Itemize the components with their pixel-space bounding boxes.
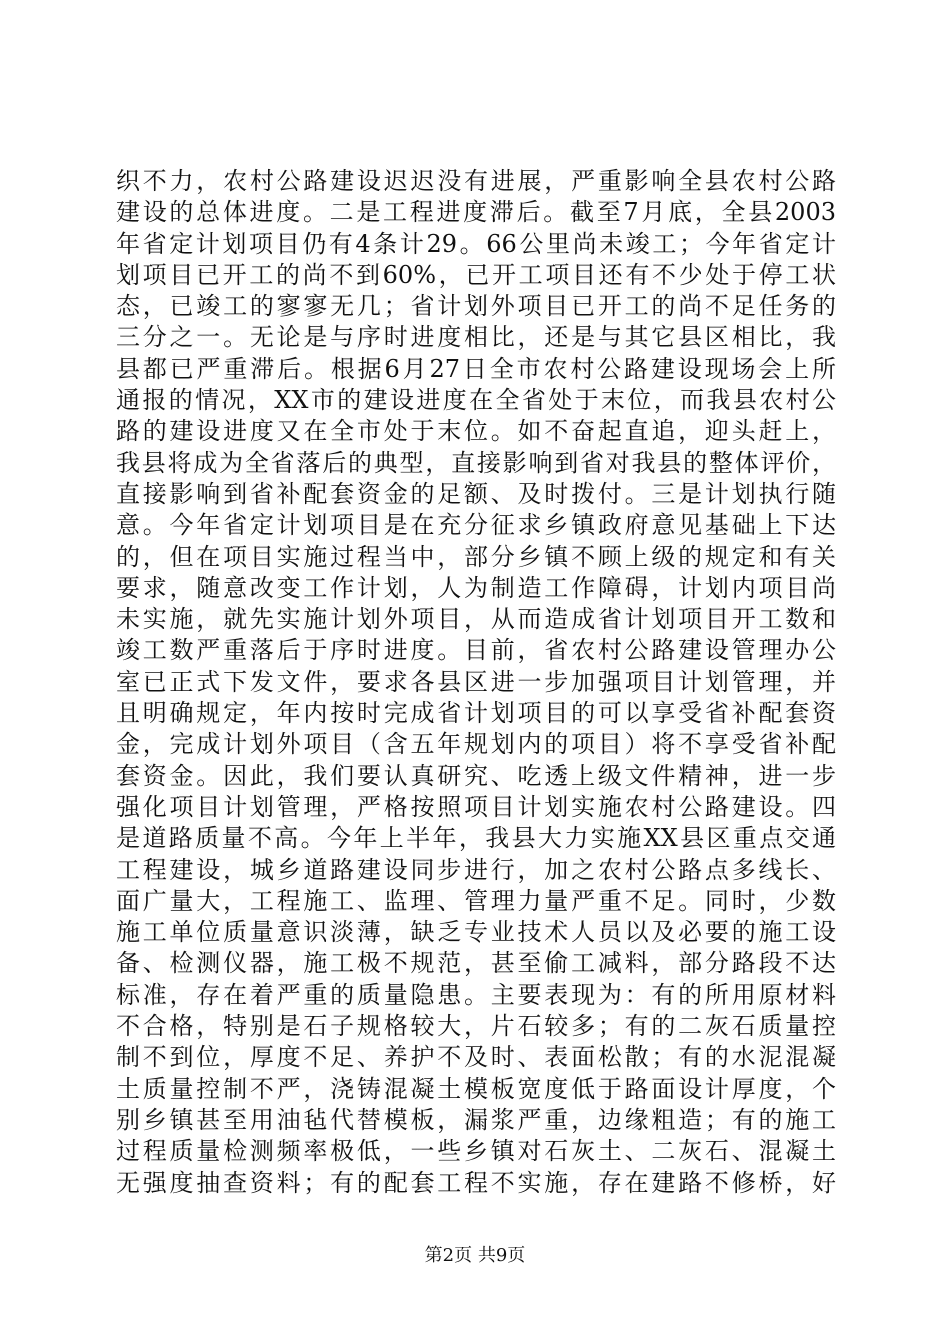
text-line: 别乡镇甚至用油毡代替模板，漏浆严重，边缘粗造；有的施工 [116,1105,836,1134]
text-line: 态，已竣工的寥寥无几；省计划外项目已开工的尚不足任务的 [116,292,836,321]
text-line: 建设的总体进度。二是工程进度滞后。截至7月底，全县2003 [116,198,836,227]
text-line: 备、检测仪器，施工极不规范，甚至偷工减料，部分路段不达 [116,949,836,978]
text-line: 套资金。因此，我们要认真研究、吃透上级文件精神，进一步 [116,761,836,790]
text-line: 土质量控制不严，浇铸混凝土模板宽度低于路面设计厚度，个 [116,1074,836,1103]
text-line: 要求，随意改变工作计划，人为制造工作障碍，计划内项目尚 [116,573,836,602]
text-line: 是道路质量不高。今年上半年，我县大力实施XX县区重点交通 [116,824,836,853]
text-line: 意。今年省定计划项目是在充分征求乡镇政府意见基础上下达 [116,511,836,540]
page-number-label: 第2页 共9页 [424,1245,526,1266]
text-line: 制不到位，厚度不足、养护不及时、表面松散；有的水泥混凝 [116,1043,836,1072]
text-line: 金，完成计划外项目（含五年规划内的项目）将不享受省补配 [116,730,836,759]
text-line: 直接影响到省补配套资金的足额、及时拨付。三是计划执行随 [116,479,836,508]
text-line: 工程建设，城乡道路建设同步进行，加之农村公路点多线长、 [116,855,836,884]
text-line: 通报的情况，XX市的建设进度在全省处于末位，而我县农村公 [116,386,836,415]
text-line: 县都已严重滞后。根据6月27日全市农村公路建设现场会上所 [116,354,836,383]
text-line: 竣工数严重落后于序时进度。目前，省农村公路建设管理办公 [116,636,836,665]
page-footer [0,1244,950,1268]
text-line: 路的建设进度又在全市处于末位。如不奋起直追，迎头赶上， [116,417,836,446]
text-line: 不合格，特别是石子规格较大，片石较多；有的二灰石质量控 [116,1012,836,1041]
text-line: 施工单位质量意识淡薄，缺乏专业技术人员以及必要的施工设 [116,918,836,947]
text-line: 划项目已开工的尚不到60%，已开工项目还有不少处于停工状 [116,260,836,289]
text-line: 且明确规定，年内按时完成省计划项目的可以享受省补配套资 [116,699,836,728]
text-line: 无强度抽查资料；有的配套工程不实施，存在建路不修桥，好 [116,1168,836,1197]
text-line: 织不力，农村公路建设迟迟没有进展，严重影响全县农村公路 [116,167,836,195]
text-line: 强化项目计划管理，严格按照项目计划实施农村公路建设。四 [116,792,836,821]
text-line: 我县将成为全省落后的典型，直接影响到省对我县的整体评价， [116,448,836,477]
text-line: 过程质量检测频率极低，一些乡镇对石灰土、二灰石、混凝土 [116,1137,836,1166]
text-line: 面广量大，工程施工、监理、管理力量严重不足。同时，少数 [116,886,836,915]
text-line: 未实施，就先实施计划外项目，从而造成省计划项目开工数和 [116,605,836,634]
body-paragraph [116,166,836,1199]
text-line: 年省定计划项目仍有4条计29。66公里尚未竣工；今年省定计 [116,229,836,258]
text-line: 三分之一。无论是与序时进度相比，还是与其它县区相比，我 [116,323,836,352]
text-line: 标准，存在着严重的质量隐患。主要表现为：有的所用原材料 [116,980,836,1009]
text-line: 的，但在项目实施过程当中，部分乡镇不顾上级的规定和有关 [116,542,836,571]
text-line: 室已正式下发文件，要求各县区进一步加强项目计划管理，并 [116,667,836,696]
